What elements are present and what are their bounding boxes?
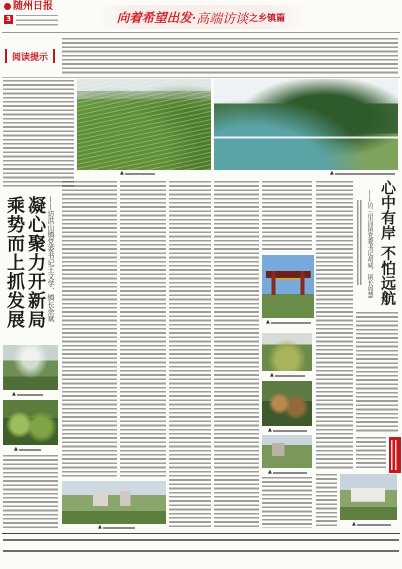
left-headline-line1: 乘势而上抓发展: [4, 196, 25, 329]
right-article-column-3-bottom: [316, 474, 337, 528]
masthead-emblem-icon: [4, 3, 11, 10]
masthead-meta-lines: [16, 15, 58, 29]
photo-caption: [266, 320, 311, 325]
caption-marker: ▲: [270, 372, 274, 378]
reading-tip-label: [5, 49, 55, 63]
caption-marker: ▲: [14, 446, 18, 452]
left-article-column-a: [62, 181, 117, 478]
banner-title-main: 向着希望出发·: [116, 10, 197, 25]
photo-left-small-2: [3, 400, 58, 445]
photo-caption: [12, 392, 43, 397]
footer-divider: [2, 533, 400, 534]
right-article-column-1: [214, 181, 259, 528]
photo-left-bottom-town: [62, 481, 166, 524]
banner-title-suffix: 之乡镇篇: [249, 13, 286, 24]
photo-town-gate: [262, 255, 314, 318]
photo-right-small-2: [262, 381, 312, 426]
photo-left-small-1: [3, 345, 58, 390]
header-divider: [2, 32, 400, 33]
footer-contact-line: [3, 539, 399, 541]
caption-marker: ▲: [268, 469, 272, 475]
right-article-column-2-bottom: [262, 477, 312, 528]
photo-caption: [98, 525, 135, 530]
right-headline: 心中有岸 不怕远航: [379, 180, 397, 306]
photo-caption: [270, 373, 305, 378]
right-article-column-2-top: [262, 181, 312, 252]
photo-right-bottom-building: [340, 474, 397, 520]
section-tag: [389, 437, 401, 473]
caption-marker: ▲: [268, 427, 272, 433]
photo-caption: [268, 470, 307, 475]
photo-right-small-1: [262, 333, 312, 371]
section-banner: [96, 5, 306, 29]
section-tag-lines: [391, 440, 399, 470]
left-article-column-c: [169, 181, 211, 528]
photo-tea-plantation: [77, 79, 211, 170]
photo-caption: [352, 522, 391, 527]
banner-title-script: 高端访谈: [196, 11, 249, 27]
photo-caption: [330, 171, 395, 176]
left-article-column-top: [3, 80, 74, 187]
caption-marker: ▲: [98, 524, 102, 530]
footer-address-line: [3, 550, 399, 552]
left-article-column-bottom: [3, 455, 58, 528]
intro-paragraph: [62, 38, 398, 75]
right-subheadline: ——访三里岗镇党委书记胡威、镇长周慧: [366, 190, 373, 298]
right-article-byline: [357, 200, 363, 285]
page-number: 3: [6, 15, 11, 23]
left-article-column-b: [120, 181, 166, 478]
caption-marker: ▲: [266, 319, 270, 325]
right-article-column-4: [356, 312, 398, 434]
masthead-title: 随州日报: [13, 1, 53, 12]
left-headline-line2: 凝心聚力开新局: [25, 196, 46, 329]
photo-right-small-3: [262, 435, 312, 468]
caption-marker: ▲: [12, 391, 16, 397]
photo-caption: [120, 171, 155, 176]
right-article-column-4-lower: [356, 437, 386, 470]
left-subheadline: ——访洪山镇党委书记王文学、镇长余斌: [47, 196, 55, 322]
photo-caption: [14, 447, 41, 452]
right-article-column-3: [316, 181, 353, 471]
photo-caption: [268, 428, 307, 433]
caption-marker: ▲: [330, 170, 334, 176]
page-number-badge: [4, 15, 13, 24]
caption-marker: ▲: [352, 521, 356, 527]
reading-tip-text: 阅读提示: [11, 52, 48, 63]
intro-divider: [2, 77, 400, 78]
photo-river-park: [214, 79, 398, 170]
caption-marker: ▲: [120, 170, 124, 176]
